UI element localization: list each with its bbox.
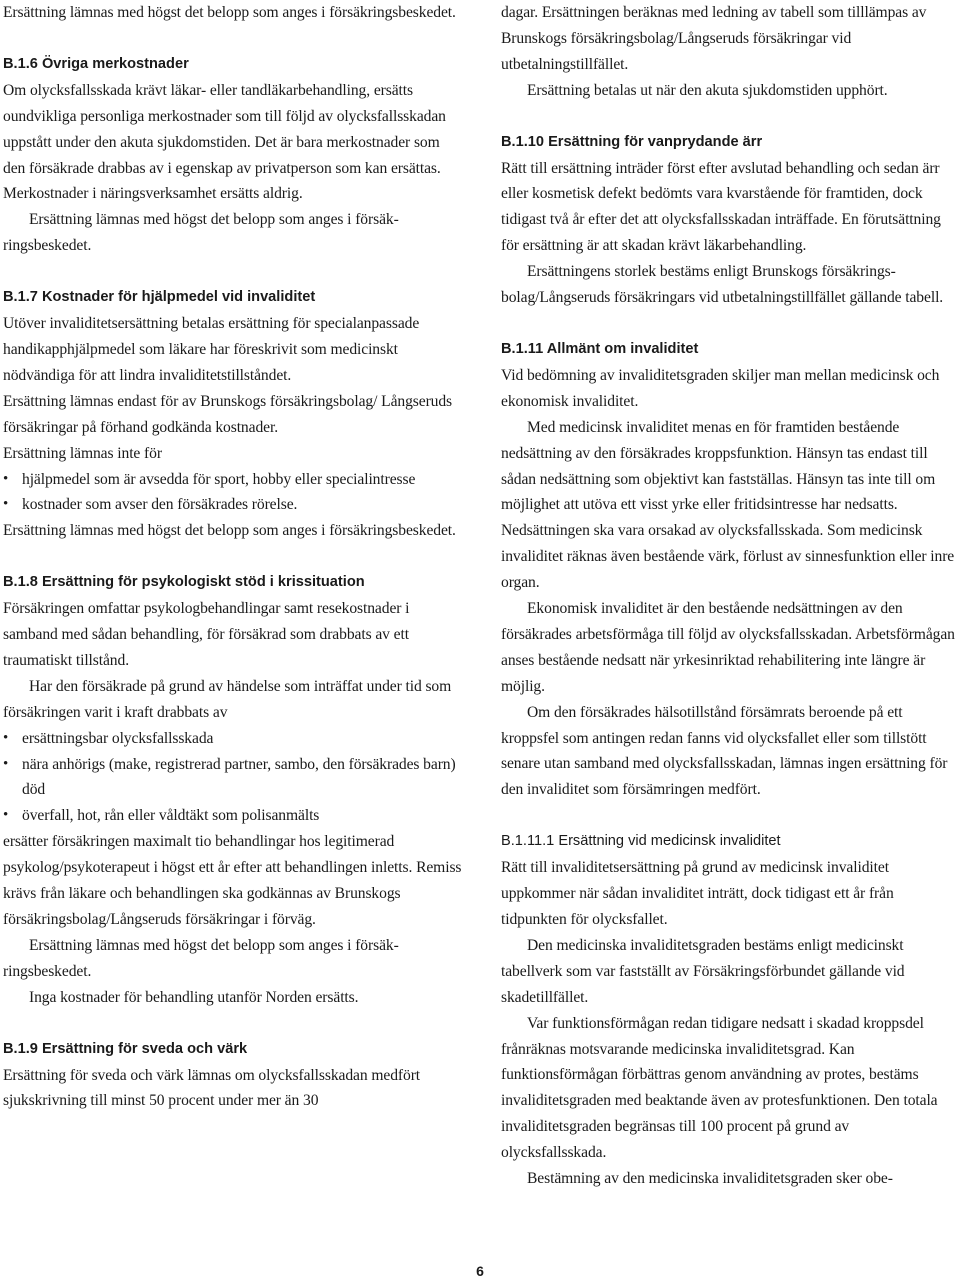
list-item: • nära anhörigs (make, registrerad partner, sambo, den försäkrades barn) död bbox=[3, 752, 463, 804]
section-heading-b16 bbox=[3, 52, 463, 78]
section-heading-b18 bbox=[3, 570, 463, 596]
section-heading-b110 bbox=[501, 130, 957, 156]
list-item: • överfall, hot, rån eller våldtäkt som polisanmälts bbox=[3, 803, 463, 829]
paragraph: Rätt till invaliditetsersättning på grund av medicinsk invaliditet uppkommer när sådan invaliditet inträtt, dock tidigast ett år från tidpunkten för olycksfallet. bbox=[501, 859, 894, 928]
paragraph: Rätt till ersättning inträder först efter avslutad behandling och sedan ärr eller kosmetisk defekt bedömts vara kvarstående för framtiden, dock tidigast två år efter det att olycksfallsskadan inträffade. En förutsättning för ersättning är att skadan krävt läkarbehandling. bbox=[501, 159, 941, 255]
paragraph: Om den försäkrades hälsotillstånd försämrats beroende på ett kroppsfel som antingen redan fanns vid olycksfallet eller som tillstött senare utan samband med olycksfallsskadan, lämnas ingen ersättning för den invaliditet som försämringen medfört. bbox=[501, 703, 948, 799]
section-number: B.1.9 bbox=[3, 1040, 42, 1057]
section-title: Ersättning för sveda och värk bbox=[41, 1040, 248, 1057]
paragraph: dagar. Ersättningen beräknas med ledning av tabell som tilllämpas av Brunskogs försäkringsbolag/Långseruds försäkringar vid utbetalningstillfället. bbox=[501, 4, 927, 73]
paragraph: Ersättning lämnas med högst det belopp som anges i försäkringsbeskedet. bbox=[3, 211, 399, 255]
section-title: Ersättning för vanprydande ärr bbox=[548, 133, 763, 150]
bullet-list bbox=[3, 467, 463, 519]
paragraph: Ekonomisk invaliditet är den bestående nedsättningen av den försäkrades arbetsförmåga till följd av olycksfallsskadan. Arbetsförmågan anses bestående nedsatt när yrkesinriktad rehabilitering inte längre är möjlig. bbox=[501, 600, 955, 695]
bullet-list bbox=[3, 726, 463, 830]
paragraph: Med medicinsk invaliditet menas en för framtiden bestående nedsättning av den försäkrades kroppsfunktion. Hänsyn tas endast till sådan nedsättning som objektivt kan fastställas. Hänsyn tas inte till om möjlighet att utöva ett visst yrke eller fritidsintresse har nedsatts. Nedsättningen ska vara orsakad av olycksfallsskada. Som medicinsk invaliditet räknas även bestående värk, förlust av sinnesfunktion eller inre organ. bbox=[501, 418, 955, 592]
paragraph: ersätter försäkringen maximalt tio behandlingar hos legitimerad psykolog/psykoterapeut i högst ett år efter att behandlingen inletts. Remiss krävs från läkare och behandlingen ska godkännas av Brunskogs försäkringsbolag/Långseruds försäkringar i förväg. bbox=[3, 833, 462, 928]
section-title: Kostnader för hjälpmedel vid invaliditet bbox=[41, 289, 316, 306]
paragraph: Utöver invaliditetsersättning betalas ersättning för specialanpassade handikapphjälpmedel som läkare har föreskrivit som medicinskt nödvändiga för att lindra invaliditetstillståndet. bbox=[3, 315, 420, 384]
section-heading-b111 bbox=[501, 337, 957, 363]
paragraph: Den medicinska invaliditetsgraden bestäms enligt medicinskt tabellverk som var fastställt av Försäkringsförbundet gällande vid skadetillfället. bbox=[501, 936, 905, 1006]
section-heading-b19 bbox=[3, 1037, 463, 1063]
section-number: B.1.8 bbox=[3, 574, 42, 591]
paragraph: Ersättning för sveda och värk lämnas om olycksfallsskadan medfört sjukskrivning till minst 50 procent under mer än 30 bbox=[3, 1066, 421, 1110]
paragraph: Ersättningens storlek bestäms enligt Brunskogs försäkringsbolag/Långseruds försäkringars vid utbetalningstillfället gällande tabell. bbox=[501, 263, 944, 307]
section-number: B.1.10 bbox=[501, 133, 549, 150]
paragraph: Ersättning lämnas med högst det belopp som anges i försäkringsbeskedet. bbox=[3, 936, 399, 980]
paragraph: Ersättning lämnas inte för bbox=[3, 444, 162, 462]
section-title: Allmänt om invaliditet bbox=[546, 340, 699, 357]
section-title: Ersättning för psykologiskt stöd i krissituation bbox=[41, 574, 365, 591]
paragraph: Var funktionsförmågan redan tidigare nedsatt i skadad kroppsdel frånräknas motsvarande medicinska invaliditetsgrad. Kan funktionsförmågan förbättras genom användning av protes, bestäms invaliditetsgraden med beaktande även av protesfunktionen. Den totala invaliditetsgraden begränsas till 100 procent på grund av olycksfallsskada. bbox=[501, 1014, 938, 1162]
subsection-heading-b1111: B.1.11.1 Ersättning vid medicinsk invaliditet bbox=[501, 833, 781, 850]
left-column bbox=[3, 0, 463, 1114]
paragraph: Ersättning betalas ut när den akuta sjukdomstiden upphört. bbox=[527, 81, 888, 99]
paragraph: Inga kostnader för behandling utanför Norden ersätts. bbox=[29, 988, 359, 1006]
list-item: • hjälpmedel som är avsedda för sport, hobby eller specialintresse bbox=[3, 467, 463, 493]
section-heading-b17 bbox=[3, 285, 463, 311]
paragraph: Har den försäkrade på grund av händelse som inträffat under tid som försäkringen varit i kraft drabbats av bbox=[3, 677, 452, 721]
paragraph: Om olycksfallsskada krävt läkar- eller tandläkarbehandling, ersätts oundvikliga personliga merkostnader som till följd av olycksfallsskadan uppstått under den akuta sjukdomstiden. Det är bara merkostnader som den försäkrade drabbas av i egenskap av privatperson som kan ersättas. Merkostnader i näringsverksamhet ersätts aldrig. bbox=[3, 81, 446, 203]
right-column bbox=[501, 0, 957, 1192]
list-item: • ersättningsbar olycksfallsskada bbox=[3, 726, 463, 752]
page-number: 6 bbox=[476, 1263, 484, 1279]
paragraph: Ersättning lämnas endast för av Brunskogs försäkringsbolag/ Långseruds försäkringar på förhand godkända kostnader. bbox=[3, 392, 453, 436]
list-item: • kostnader som avser den försäkrades rörelse. bbox=[3, 492, 463, 518]
section-title: Övriga merkostnader bbox=[41, 55, 189, 72]
section-number: B.1.11 bbox=[501, 340, 547, 357]
paragraph: Bestämning av den medicinska invaliditetsgraden sker obe- bbox=[527, 1170, 893, 1188]
paragraph: Ersättning lämnas med högst det belopp som anges i försäkringsbeskedet. bbox=[3, 4, 456, 21]
paragraph: Vid bedömning av invaliditetsgraden skiljer man mellan medicinsk och ekonomisk invaliditet. bbox=[501, 366, 940, 410]
paragraph: Ersättning lämnas med högst det belopp som anges i försäkringsbeskedet. bbox=[3, 522, 456, 540]
section-number: B.1.7 bbox=[3, 289, 42, 306]
section-number: B.1.6 bbox=[3, 55, 42, 72]
paragraph: Försäkringen omfattar psykologbehandlingar samt resekostnader i samband med sådan behandling, för försäkrad som drabbats av ett traumatiskt tillstånd. bbox=[3, 600, 410, 669]
